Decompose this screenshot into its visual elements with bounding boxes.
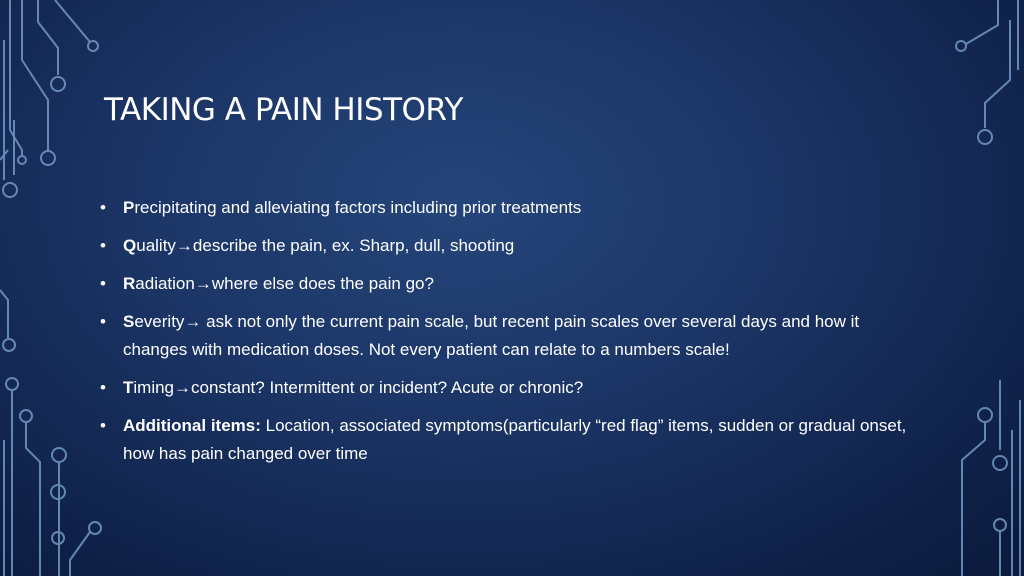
bullet-dot-icon: • [100, 236, 106, 255]
bullet-text: Location, associated symptoms(particularly “red flag” items, sudden or gradual onset, how has pain changed over time [123, 416, 907, 463]
bullet-radiation [100, 270, 920, 298]
bullet-lead: R [123, 274, 136, 293]
bullet-dot-icon: • [100, 378, 106, 397]
bullet-text-pre: adiation [135, 274, 195, 293]
bullet-dot-icon: • [100, 198, 106, 217]
bullet-dot-icon: • [100, 416, 106, 435]
arrow-right-icon: → [194, 274, 212, 293]
bullet-lead: S [123, 312, 135, 331]
bullet-list [100, 194, 920, 478]
bullet-text-pre: everity [134, 312, 185, 331]
bullet-severity [100, 308, 920, 364]
bullet-additional-items [100, 412, 920, 468]
bullet-text: recipitating and alleviating factors including prior treatments [134, 198, 582, 217]
bullet-text: constant? Intermittent or incident? Acute or chronic? [191, 378, 584, 397]
bullet-text: ask not only the current pain scale, but recent pain scales over several days and how it changes with medication doses. Not every patient can relate to a numbers scale! [123, 312, 860, 359]
bullet-text: where else does the pain go? [211, 274, 434, 293]
bullet-lead: Additional items: [123, 416, 261, 435]
bullet-dot-icon: • [100, 274, 106, 293]
bullet-lead: Q [123, 236, 137, 255]
bullet-lead: P [123, 198, 135, 217]
bullet-quality [100, 232, 920, 260]
bullet-precipitating [100, 194, 920, 222]
slide-title: TAKING A PAIN HISTORY [104, 92, 463, 128]
arrow-right-icon: → [175, 236, 193, 255]
bullet-timing [100, 374, 920, 402]
arrow-right-icon: → [184, 312, 202, 331]
bullet-text: describe the pain, ex. Sharp, dull, shooting [192, 236, 515, 255]
bullet-text-pre: iming [133, 378, 175, 397]
bullet-lead: T [123, 378, 134, 397]
bullet-text-pre: uality [136, 236, 176, 255]
bullet-dot-icon: • [100, 312, 106, 331]
arrow-right-icon: → [174, 378, 192, 397]
